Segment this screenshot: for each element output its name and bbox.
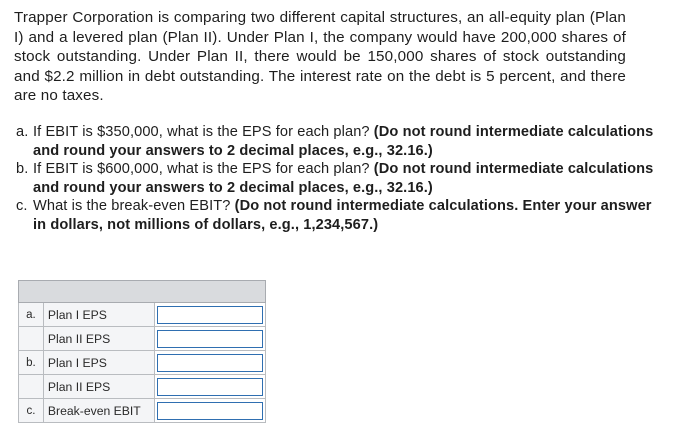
input-cell <box>155 351 266 375</box>
input-cell <box>155 399 266 423</box>
break-even-ebit-input[interactable] <box>157 402 263 420</box>
question-a <box>16 123 656 160</box>
problem-statement: Trapper Corporation is comparing two different capital structures, an all-equity plan (Plan I) and a levered plan (Plan II). Under Plan I, the company would have 200,000 shares of stock outstanding. Under Plan II, there would be 150,000 shares of stock outstanding and $2.2 million in debt outstanding. The interest rate on the debt is 5 percent, and there are no taxes. <box>14 9 626 105</box>
question-instructions: (Do not round intermediate calculations and round your answers to 2 decimal places, e.g., 32.16.) <box>33 161 654 196</box>
row-label: Plan I EPS <box>43 303 154 327</box>
question-text: If EBIT is $350,000, what is the EPS for each plan? <box>33 124 370 140</box>
plan-1-eps-b-input[interactable] <box>157 354 263 372</box>
answer-table <box>18 280 266 423</box>
table-row <box>19 399 266 423</box>
table-row <box>19 327 266 351</box>
question-list <box>16 123 656 235</box>
plan-1-eps-a-input[interactable] <box>157 306 263 324</box>
question-letter: b. <box>16 161 29 178</box>
row-letter: c. <box>19 399 44 423</box>
question-instructions: (Do not round intermediate calculations and round your answers to 2 decimal places, e.g., 32.16.) <box>33 124 654 159</box>
row-letter: b. <box>19 351 44 375</box>
row-letter: a. <box>19 303 44 327</box>
plan-2-eps-b-input[interactable] <box>157 378 263 396</box>
table-row <box>19 303 266 327</box>
question-letter: a. <box>16 124 29 140</box>
row-letter <box>19 327 44 351</box>
question-letter: c. <box>16 198 28 215</box>
answer-table-header <box>19 281 266 303</box>
row-letter <box>19 375 44 399</box>
question-b <box>16 160 656 197</box>
question-text: What is the break-even EBIT? <box>33 198 231 215</box>
input-cell <box>155 303 266 327</box>
row-label: Plan II EPS <box>43 375 154 399</box>
input-cell <box>155 375 266 399</box>
row-label: Plan II EPS <box>43 327 154 351</box>
question-c <box>16 197 656 234</box>
row-label: Break-even EBIT <box>43 399 154 423</box>
table-row <box>19 351 266 375</box>
question-text: If EBIT is $600,000, what is the EPS for each plan? <box>33 161 370 178</box>
header-cell <box>19 281 266 303</box>
row-label: Plan I EPS <box>43 351 154 375</box>
table-row <box>19 375 266 399</box>
plan-2-eps-a-input[interactable] <box>157 330 263 348</box>
question-instructions: (Do not round intermediate calculations. Enter your answer in dollars, not millions of dollars, e.g., 1,234,567.) <box>33 198 652 233</box>
input-cell <box>155 327 266 351</box>
